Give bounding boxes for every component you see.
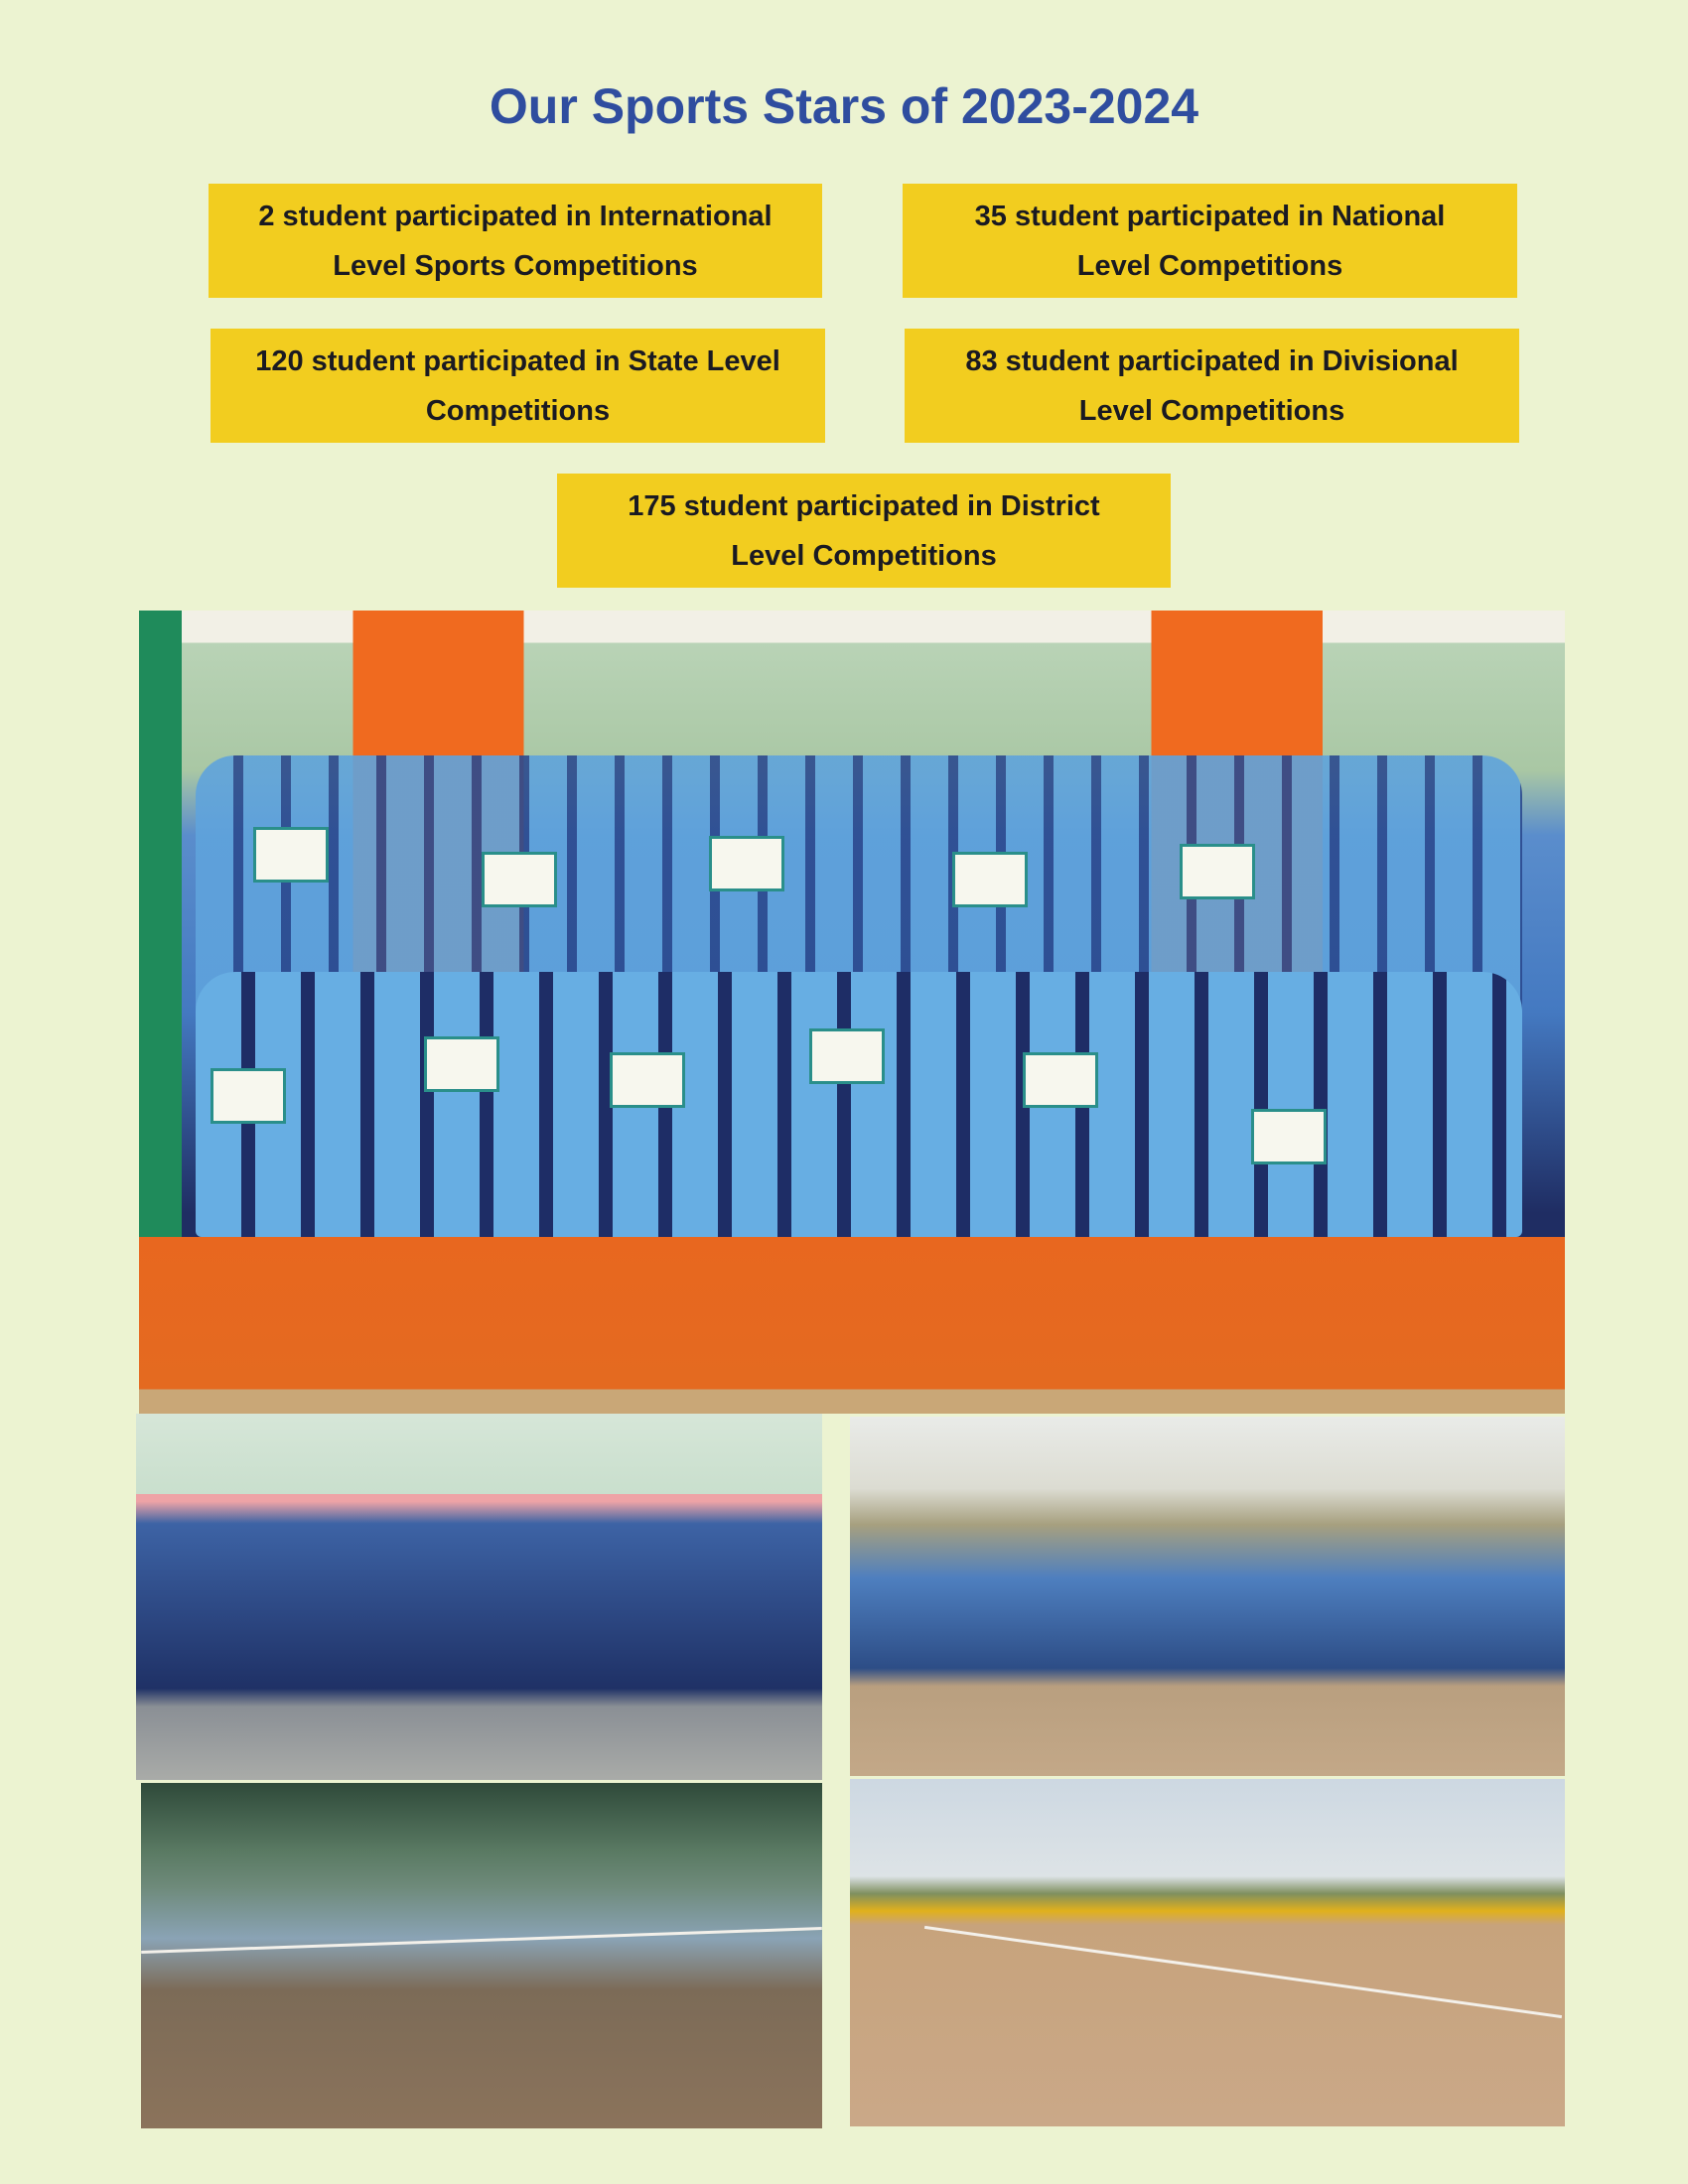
stat-district <box>557 474 1171 588</box>
stat-state <box>211 329 825 443</box>
stat-line: Level Competitions <box>731 539 997 572</box>
group-photo-certificates <box>139 611 1565 1414</box>
students-front-row <box>196 972 1521 1237</box>
certificate <box>253 827 329 883</box>
stat-divisional <box>905 329 1519 443</box>
certificate <box>1180 844 1255 899</box>
stat-line: 120 student participated in State Level <box>255 344 780 377</box>
certificate <box>1023 1052 1098 1108</box>
certificate <box>211 1068 286 1124</box>
stat-line: Level Competitions <box>1078 394 1345 427</box>
stat-line: 175 student participated in District <box>628 489 1100 522</box>
stat-line: 35 student participated in National <box>974 200 1446 232</box>
stat-line: 2 student participated in International <box>258 200 773 232</box>
court-line <box>141 1927 822 1954</box>
stat-line: Level Sports Competitions <box>333 249 698 282</box>
certificate <box>809 1028 885 1084</box>
certificate <box>952 852 1028 907</box>
certificate <box>482 852 557 907</box>
field-line <box>924 1925 1562 2017</box>
photo-trophy-group <box>136 1414 822 1780</box>
certificate <box>709 836 784 891</box>
stat-line: Level Competitions <box>1076 249 1343 282</box>
certificate <box>610 1052 685 1108</box>
stat-national <box>903 184 1517 298</box>
photo-ball-game <box>850 1417 1565 1776</box>
photo-field-practice <box>850 1779 1565 2126</box>
photo-kabaddi-match <box>141 1783 822 2128</box>
page-title: Our Sports Stars of 2023-2024 <box>489 78 1199 134</box>
stat-line: Competitions <box>425 394 611 427</box>
certificate <box>424 1036 499 1092</box>
stat-line: 83 student participated in Divisional <box>965 344 1459 377</box>
stat-international <box>209 184 822 298</box>
certificate <box>1251 1109 1327 1164</box>
